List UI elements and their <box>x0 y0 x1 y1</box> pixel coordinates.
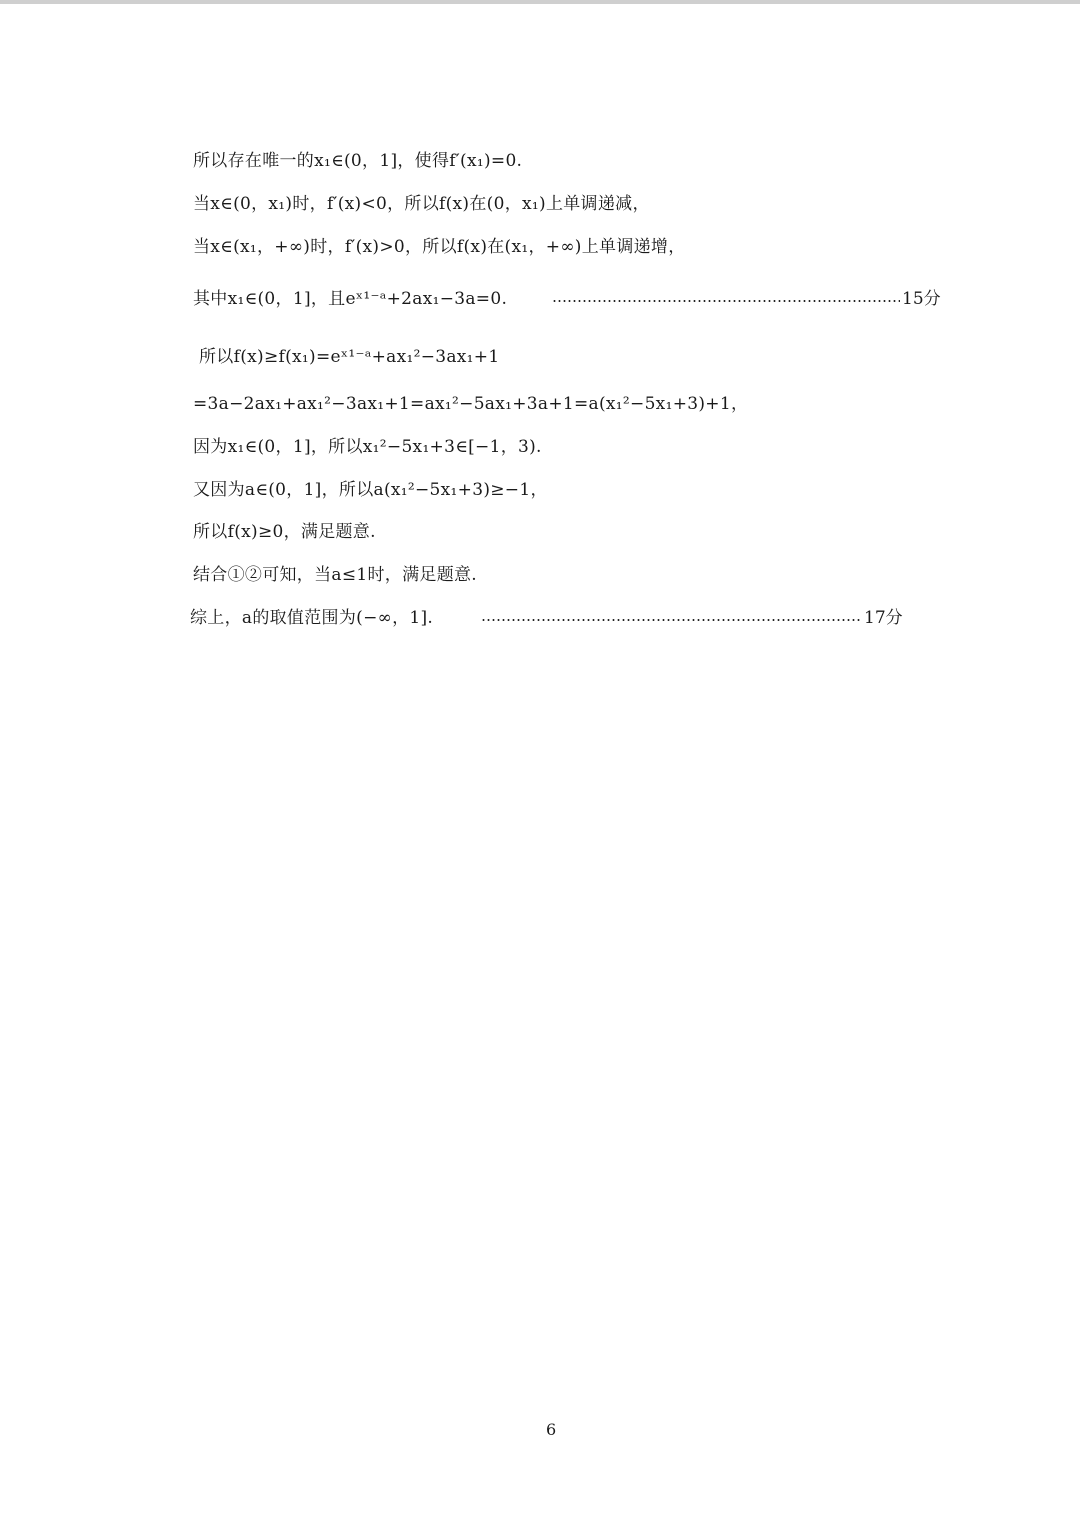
text-line-7: 因为x₁∈(0，1]，所以x₁²−5x₁+3∈[−1，3). <box>193 437 542 457</box>
text-line-8: 又因为a∈(0，1]，所以a(x₁²−5x₁+3)≥−1， <box>193 480 548 500</box>
text-line-10: 结合①②可知，当a≤1时，满足题意. <box>193 565 477 585</box>
text-line-3: 当x∈(x₁，+∞)时，f′(x)>0，所以f(x)在(x₁，+∞)上单调递增， <box>193 237 686 257</box>
page-number: 6 <box>546 1420 557 1439</box>
score-leader-dots-2 <box>481 619 861 621</box>
text-line-9: 所以f(x)≥0，满足题意. <box>193 522 376 542</box>
text-line-1: 所以存在唯一的x₁∈(0，1]，使得f′(x₁)=0. <box>193 151 523 171</box>
text-line-4: 其中x₁∈(0，1]，且eˣ¹⁻ᵃ+2ax₁−3a=0. <box>193 289 508 309</box>
text-line-11: 综上，a的取值范围为(−∞，1]. <box>190 608 434 628</box>
score-15: 15分 <box>902 289 941 309</box>
text-line-6: =3a−2ax₁+ax₁²−3ax₁+1=ax₁²−5ax₁+3a+1=a(x₁²−5x₁+3)+1， <box>193 394 749 414</box>
score-leader-dots-1 <box>552 300 900 302</box>
text-line-5: 所以f(x)≥f(x₁)=eˣ¹⁻ᵃ+ax₁²−3ax₁+1 <box>199 347 500 367</box>
score-17: 17分 <box>864 608 903 628</box>
text-line-2: 当x∈(0，x₁)时，f′(x)<0，所以f(x)在(0，x₁)上单调递减， <box>193 194 650 214</box>
